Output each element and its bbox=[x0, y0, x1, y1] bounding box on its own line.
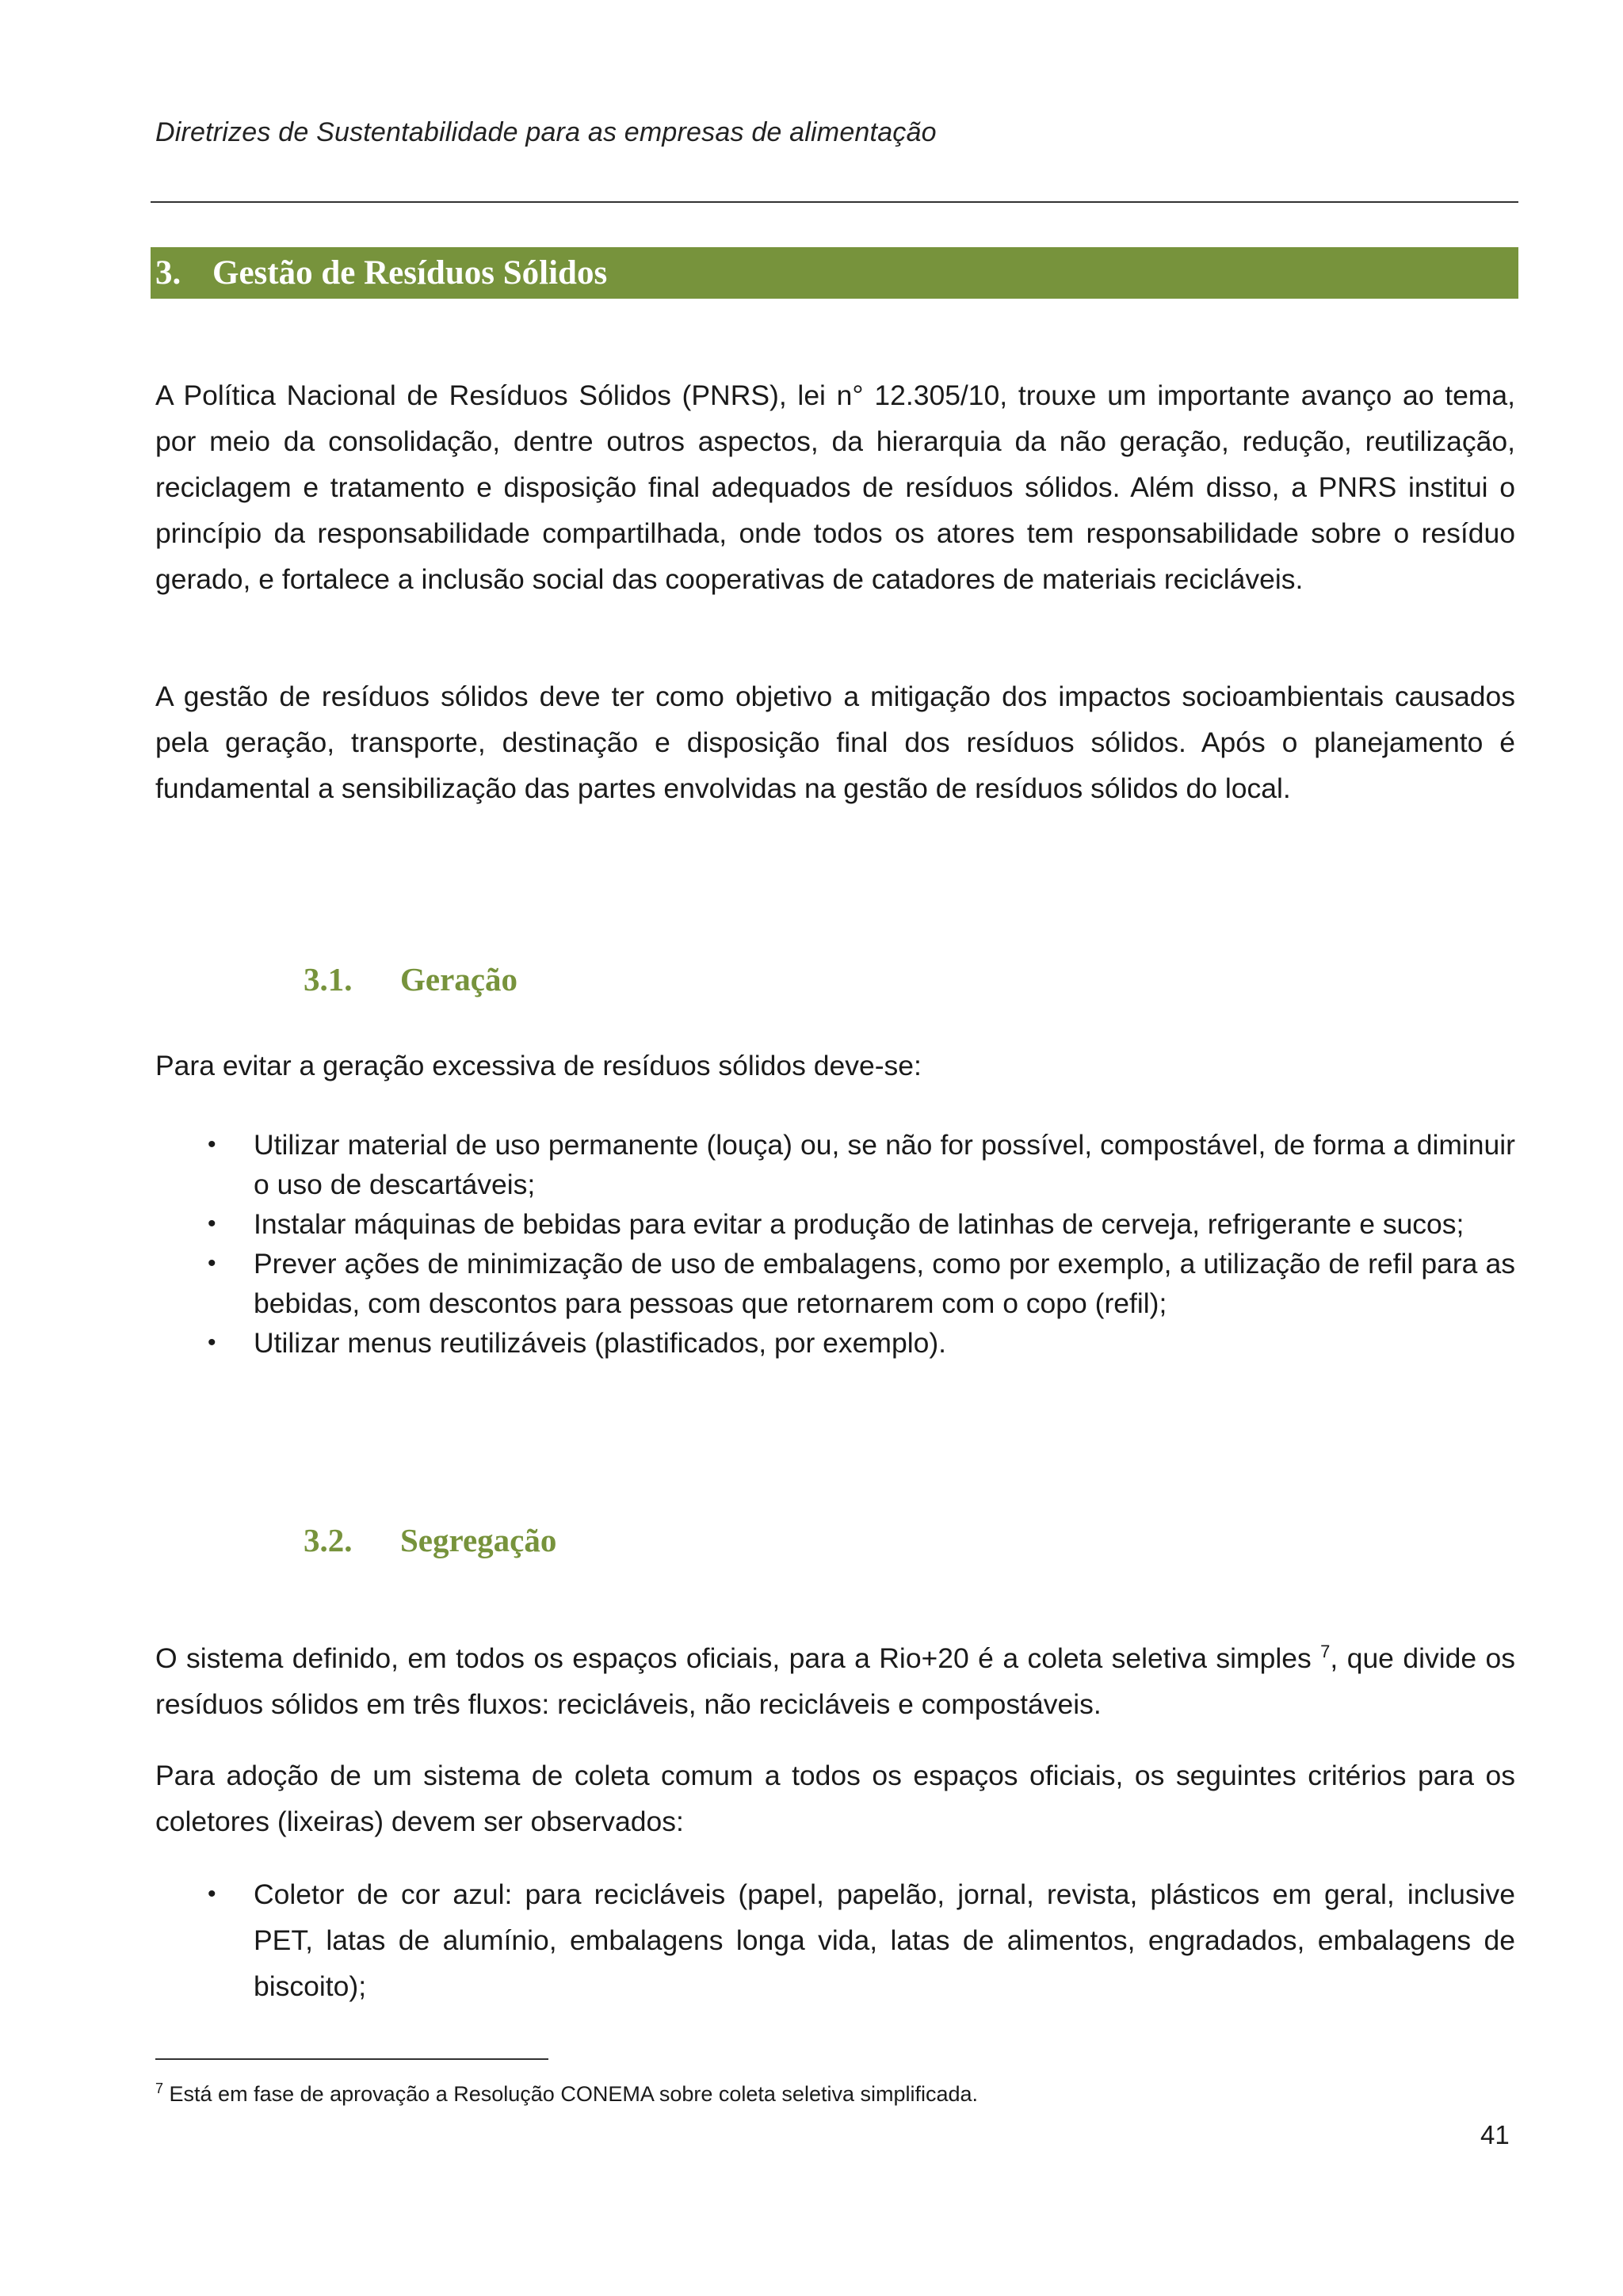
list-item: • Instalar máquinas de bebidas para evitar a produção de latinhas de cerveja, refrigerante e sucos; bbox=[155, 1204, 1515, 1244]
subsection-title: Geração bbox=[400, 961, 517, 997]
section-title: Gestão de Resíduos Sólidos bbox=[212, 254, 608, 292]
segregacao-paragraph-2: Para adoção de um sistema de coleta comum a todos os espaços oficiais, os seguintes critérios para os coletores (lixeiras) devem ser observados: bbox=[155, 1760, 1515, 1837]
bullet-icon: • bbox=[208, 1211, 216, 1237]
subsection-heading-segregacao bbox=[304, 1521, 556, 1559]
page-number: 41 bbox=[1480, 2120, 1510, 2149]
section-paragraph-2: A gestão de resíduos sólidos deve ter como objetivo a mitigação dos impactos socioambientais causados pela geração, transporte, destinação e disposição final dos resíduos sólidos. Após o planejamento é fundamental a sensibilização das partes envolvidas na gestão de resíduos sólidos do local. bbox=[155, 681, 1515, 804]
section-number: 3. bbox=[155, 254, 181, 292]
bullet-icon: • bbox=[208, 1329, 216, 1356]
list-item: • Coletor de cor azul: para recicláveis (papel, papelão, jornal, revista, plásticos em geral, inclusive PET, latas de alumínio, embalagens longa vida, latas de alimentos, engradados, embalagens de biscoito); bbox=[155, 1871, 1515, 2009]
running-header: Diretrizes de Sustentabilidade para as empresas de alimentação bbox=[155, 117, 937, 147]
subsection-heading-geracao bbox=[304, 960, 517, 998]
geracao-bullet-list bbox=[155, 1125, 1515, 1363]
list-item: • Utilizar material de uso permanente (louça) ou, se não for possível, compostável, de forma a diminuir o uso de descartáveis; bbox=[155, 1125, 1515, 1204]
footnote-reference[interactable]: 7 bbox=[1320, 1642, 1331, 1662]
subsection-number: 3.1. bbox=[304, 961, 353, 997]
subsection-title: Segregação bbox=[400, 1522, 557, 1558]
geracao-intro: Para evitar a geração excessiva de resíduos sólidos deve-se: bbox=[155, 1050, 922, 1081]
footnote-rule bbox=[155, 2058, 548, 2060]
footnote: $^7$ Está em fase de aprovação a Resolução CONEMA sobre coleta seletiva simplificada. bbox=[155, 2081, 979, 2106]
subsection-number: 3.2. bbox=[304, 1522, 353, 1558]
bullet-icon: • bbox=[208, 1881, 216, 1907]
section-heading-bar bbox=[151, 247, 1518, 299]
bullet-icon: • bbox=[208, 1250, 216, 1276]
bullet-icon: • bbox=[208, 1131, 216, 1158]
segregacao-paragraph-1: O sistema definido, em todos os espaços oficiais, para a Rio+20 é a coleta seletiva simples $^7$, que divide os resíduos sólidos em três fluxos: recicláveis, não recicláveis e compostáveis. bbox=[155, 1642, 1515, 1720]
list-item: • Prever ações de minimização de uso de embalagens, como por exemplo, a utilização de refil para as bebidas, com descontos para pessoas que retornarem com o copo (refil); bbox=[155, 1244, 1515, 1323]
footnote-marker: 7 bbox=[155, 2081, 164, 2096]
list-item: • Utilizar menus reutilizáveis (plastificados, por exemplo). bbox=[155, 1323, 1515, 1363]
header-rule bbox=[151, 201, 1518, 203]
section-paragraph-1: A Política Nacional de Resíduos Sólidos (PNRS), lei n° 12.305/10, trouxe um importante avanço ao tema, por meio da consolidação, dentre outros aspectos, da hierarquia da não geração, redução, reutilização, reciclagem e tratamento e disposição final adequados de resíduos sólidos. Além disso, a PNRS institui o princípio da responsabilidade compartilhada, onde todos os atores tem responsabilidade sobre o resíduo gerado, e fortalece a inclusão social das cooperativas de catadores de materiais recicláveis. bbox=[155, 379, 1515, 595]
segregacao-bullet-list bbox=[155, 1871, 1515, 2009]
